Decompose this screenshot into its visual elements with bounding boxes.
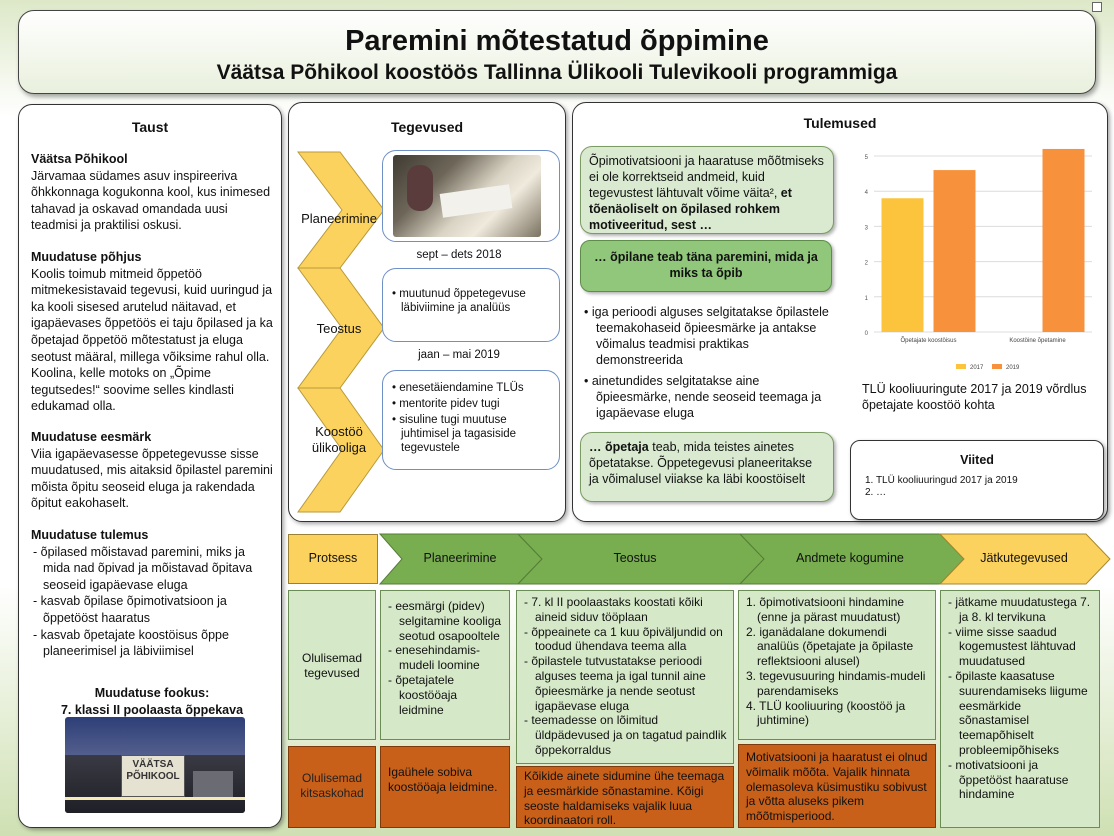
activity-item: - viime sisse saadud kogemustest lähtuvad muudatused (948, 624, 1076, 669)
execution-item: • muutunud õppetegevuse läbiviimine ja analüüs (392, 288, 526, 314)
activity-item: - enesehindamis-mudeli loomine (388, 643, 481, 673)
poster-subtitle: Väätsa Põhikool koostöös Tallinna Ülikooli Tulevikooli programmiga (216, 61, 898, 84)
cooperation-item: • sisuline tugi muutuse juhtimisel ja tagasiside tegevustele (392, 414, 517, 454)
activity-item: 2. iganädalane dokumendi analüüs (õpetajate ja õpilaste reflektsiooni alusel) (746, 624, 914, 669)
viited-item: 1. TLÜ kooliuuringud 2017 ja 2019 (865, 475, 1018, 486)
poster-header (18, 10, 1096, 94)
activity-item: - õpilaste kaasatuse suurendamiseks liigume eesmärkide sõnastamisel teemapõhiselt probleemipõhiseks (948, 668, 1088, 757)
row-label-activities: Olulisemad tegevused (288, 590, 376, 740)
tegevused-title: Tegevused (390, 119, 464, 135)
viited-item: 2. … (865, 487, 887, 498)
step-cooperation-label: Koostöö ülikooliga (311, 424, 367, 455)
viited-title: Viited (960, 453, 994, 467)
y-tick-label: 4 (864, 190, 868, 197)
school-building-photo (65, 717, 245, 813)
execution-bubble (382, 268, 560, 342)
section-school (31, 151, 275, 234)
focus-text: 7. klassi II poolaasta õppekava (60, 702, 244, 717)
legend-swatch (992, 364, 1002, 369)
issue-execution: Kõikide ainete sidumine ühe teemaga ja eesmärkide sõnastamine. Kõigi seoste haldamiseks vajalik luua koordinaatori roll. (516, 766, 734, 828)
step-planning-label: Planeerimine (301, 211, 377, 226)
legend-label: 2017 (970, 365, 984, 371)
sign-line-2: PÕHIKOOL (126, 771, 180, 782)
motivation-text: Õpimotivatsiooni ja haaratuse mõõtmiseks ei ole korrektseid andmeid, kuid tegevustest lähtuvalt võime väita², (589, 154, 824, 200)
row-label-issues: Olulisemad kitsaskohad (288, 746, 376, 828)
activities-data (738, 590, 936, 740)
activity-item: - teemadesse on lõimitud üldpädevused ja on tagatud paindlik õppekorraldus (524, 713, 727, 757)
y-tick-label: 2 (864, 260, 868, 267)
stage-data: Andmete kogumine (796, 551, 904, 565)
y-tick-label: 0 (864, 331, 868, 337)
step-execution-label: Teostus (316, 321, 362, 336)
taust-title: Taust (131, 119, 169, 135)
survey-chart (852, 146, 1100, 378)
activity-item: 1. õpimotivatsiooni hindamine (enne ja pärast muudatust) (746, 595, 905, 624)
activities-followup (940, 590, 1100, 828)
results-list (584, 304, 834, 426)
tulemused-title: Tulemused (803, 115, 877, 131)
bar-2017 (882, 198, 924, 332)
school-sign (125, 759, 181, 783)
cooperation-item: • enesetäiendamine TLÜs (392, 382, 524, 394)
bar-2019 (934, 170, 976, 332)
teacher-box (580, 432, 834, 502)
section-result (31, 527, 275, 660)
issue-data: Motivatsiooni ja haaratust ei olnud võimalik mõõta. Vajalik hinnata olemasoleva küsimustiku sobivust ja võtta aluseks pikem mõõtmisperiood. (738, 744, 936, 828)
y-tick-label: 1 (864, 295, 868, 302)
survey-chart-svg (852, 146, 1100, 378)
focus-block (27, 685, 277, 718)
stage-planning: Planeerimine (423, 551, 497, 565)
activities-planning (380, 590, 510, 740)
activity-item: - õpilastele tutvustatakse perioodi alguses teema ja igal tunnil aine õpieesmärke ja nende seotust igapäevase eluga (524, 654, 706, 713)
section-result-heading: Muudatuse tulemus (31, 528, 149, 542)
taust-panel (18, 104, 282, 828)
teacher-bold: … õpetaja (589, 440, 649, 454)
legend-swatch (956, 364, 966, 369)
motivation-bold: et tõenäoliselt on õpilased rohkem motiveeritud, sest … (589, 186, 792, 232)
activity-item: - eesmärgi (pidev) selgitamine kooliga seotud osapooltele (388, 599, 502, 643)
activity-item: 3. tegevusuuring hindamis-mudeli parendamiseks (746, 668, 926, 698)
activity-item: - õppeainete ca 1 kuu õpiväljundid on toodud ühendava teema alla (524, 624, 723, 654)
result-item: - kasvab õpilase õpimotivatsioon ja õppetööst haaratus (33, 594, 227, 625)
result-item: - õpilased mõistavad paremini, miks ja mida nad õpivad ja mõistavad õpitava seoseid igapäevase eluga (33, 544, 253, 592)
student-box: … õpilane teab täna paremini, mida ja miks ta õpib (580, 240, 832, 292)
cooperation-bubble (382, 370, 560, 470)
activities-execution (516, 590, 734, 764)
planning-photo (393, 155, 541, 237)
activity-item: - õpetajatele koostööaja leidmine (388, 672, 458, 717)
sign-line-1: VÄÄTSA (132, 759, 174, 770)
stage-execution: Teostus (613, 551, 657, 565)
y-tick-label: 3 (864, 225, 868, 232)
section-goal (31, 429, 275, 512)
issue-planning: Igaühele sobiva koostööaja leidmine. (380, 746, 510, 828)
section-goal-heading: Muudatuse eesmärk (31, 430, 152, 444)
corner-marker (1092, 2, 1102, 12)
x-tick-label: Koostöine õpetamine (1009, 338, 1066, 344)
section-reason-heading: Muudatuse põhjus (31, 250, 142, 264)
cooperation-item: • mentorite pidev tugi (392, 398, 500, 410)
result-item: - kasvab õpetajate koostöisus õppe planeerimisel ja läbiviimisel (33, 627, 229, 659)
section-reason (31, 249, 275, 415)
viited-panel (850, 440, 1104, 520)
bar-2019 (1043, 149, 1085, 332)
section-reason-text: Koolis toimub mitmeid õppetöö mitmekesistavaid tegevusi, kuid uuringud ja ka kooli sisesed arutelud näitavad, et igapäevases õppetöös ei taju õpilased ja ka õpetajad õppetöö mõtestatust ja eluga seotust määral, millega võiksime rahul olla. Koolina, kelle motoks on „Õpime tegutsedes!“ soovime selles kindlasti edukamad olla. (31, 266, 273, 414)
motivation-box (580, 146, 834, 234)
section-goal-text: Viia igapäevasesse õppetegevusse sisse muudatused, mis aitaksid õpilastel paremini mõista õpitu seoseid eluga ja rakendada õpitut eakohaselt. (31, 446, 273, 511)
section-school-text: Järvamaa südames asuv inspireeriva õhkkonnaga kogukonna kool, kus inimesed tahavad ja oskavad omandada uusi teadmisi ja praktilisi oskusi. (31, 168, 271, 233)
planning-dates: sept – dets 2018 (416, 249, 502, 261)
results-item: • ainetundides selgitatakse aine õpieesmärke, nende seoseid teemaga ja igapäevase eluga (584, 374, 822, 420)
planning-bubble (382, 150, 560, 242)
activity-item: - jätkame muudatustega 7. ja 8. kl tervikuna (948, 595, 1091, 624)
x-tick-label: Õpetajate koostöisus (900, 338, 957, 344)
section-school-heading: Väätsa Põhikool (31, 152, 128, 166)
process-label: Protsess (308, 551, 358, 565)
activity-item: 4. TLÜ kooliuuring (koostöö ja juhtimine) (746, 698, 906, 728)
viited-list (865, 475, 1103, 499)
activity-item: - 7. kl II poolaastaks koostati kõiki aineid siduv tööplaan (524, 595, 703, 624)
activity-item: - motivatsiooni ja õppetööst haaratuse hindamine (948, 757, 1069, 802)
legend-label: 2019 (1006, 365, 1020, 371)
results-item: • iga perioodi alguses selgitatakse õpilastele teemakohaseid õpieesmärke ja antakse võimalus teadmisi praktikas demonstreerida (584, 305, 829, 367)
y-tick-label: 5 (864, 155, 868, 161)
chart-caption: TLÜ kooliuuringute 2017 ja 2019 võrdlus õpetajate koostöö kohta (862, 382, 1087, 412)
stage-followup: Jätkutegevused (980, 551, 1068, 565)
execution-dates: jaan – mai 2019 (418, 349, 500, 361)
focus-heading: Muudatuse fookus: (94, 686, 210, 700)
teacher-text: teab, mida teistes ainetes õpetatakse. Õppetegevusi planeeritakse ja võimalusel viiakse ka läbi koostöiselt (589, 440, 813, 486)
poster-title: Paremini mõtestatud õppimine (345, 25, 769, 57)
